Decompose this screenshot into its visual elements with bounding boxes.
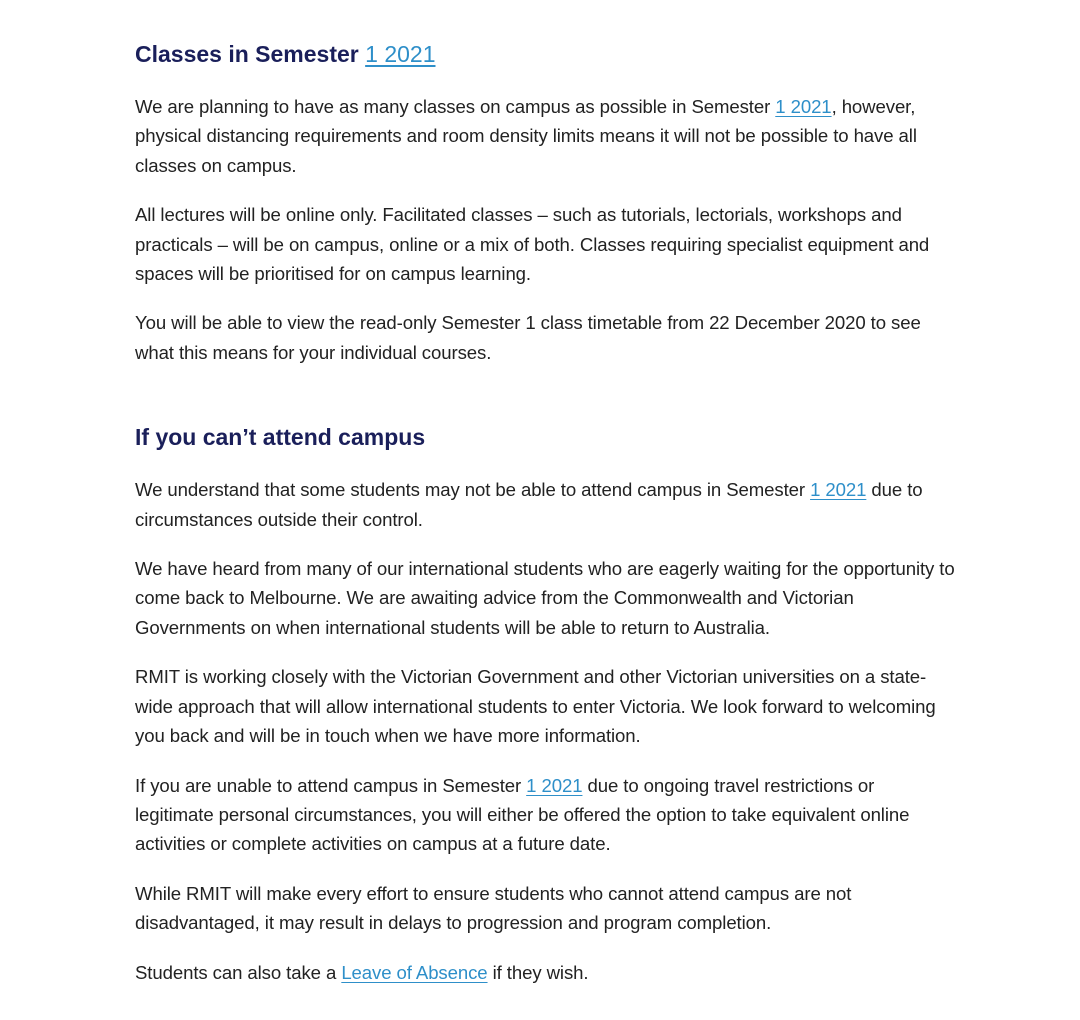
cant-attend-heading: If you can’t attend campus <box>135 424 426 451</box>
leave-of-absence-link[interactable]: Leave of Absence <box>341 961 488 983</box>
cant-attend-p6-text-before: Students can also take a <box>135 961 342 983</box>
cant-attend-paragraph-5: While RMIT will make every effort to ensure students who cannot attend campus are not disadvantaged, it may result in delays to progression and program completion. <box>135 882 852 934</box>
classes-paragraph-2: All lectures will be online only. Facilitated classes – such as tutorials, lectorials, workshops and practicals – will be on campus, online or a mix of both. Classes requiring specialist equipment and spaces will be prioritised for on campus learning. <box>135 204 930 285</box>
cant-attend-paragraph-1 <box>135 475 955 534</box>
semester-link[interactable]: 1 2021 <box>365 41 436 67</box>
classes-heading-text: Classes in Semester <box>135 41 366 67</box>
classes-paragraph-1 <box>135 92 955 180</box>
cant-attend-p4-text-after: due to ongoing travel restrictions or legitimate personal circumstances, you will either be offered the option to take equivalent online activities or complete activities on campus at a future date. <box>135 774 910 855</box>
classes-p1-text-after: , however, physical distancing requirements and room density limits means it will not be possible to have all classes on campus. <box>135 96 917 176</box>
classes-heading <box>135 39 955 69</box>
classes-p1-text-before: We are planning to have as many classes on campus as possible in Semester <box>135 96 776 117</box>
cant-attend-paragraph-2: We have heard from many of our international students who are eagerly waiting for the opportunity to come back to Melbourne. We are awaiting advice from the Commonwealth and Victorian Governments on when international students will be able to return to Australia. <box>135 558 955 638</box>
cant-attend-p1-text-after: due to circumstances outside their control. <box>135 479 923 530</box>
semester-link[interactable]: 1 2021 <box>810 479 867 501</box>
classes-paragraph-3: You will be able to view the read-only Semester 1 class timetable from 22 December 2020 to see what this means for your individual courses. <box>135 312 921 363</box>
cant-attend-p4-text-before: If you are unable to attend campus in Semester <box>135 774 527 796</box>
cant-attend-p6-text-after: if they wish. <box>487 961 589 983</box>
cant-attend-paragraph-4 <box>135 771 955 859</box>
semester-link[interactable]: 1 2021 <box>775 96 832 117</box>
cant-attend-paragraph-6 <box>135 958 955 987</box>
article-content <box>135 0 955 987</box>
cant-attend-paragraph-3: RMIT is working closely with the Victorian Government and other Victorian universities on a state-wide approach that will allow international students to enter Victoria. We look forward to welcoming you back and will be in touch when we have more information. <box>135 666 936 747</box>
semester-link[interactable]: 1 2021 <box>526 774 583 796</box>
cant-attend-p1-text-before: We understand that some students may not be able to attend campus in Semester <box>135 479 811 501</box>
